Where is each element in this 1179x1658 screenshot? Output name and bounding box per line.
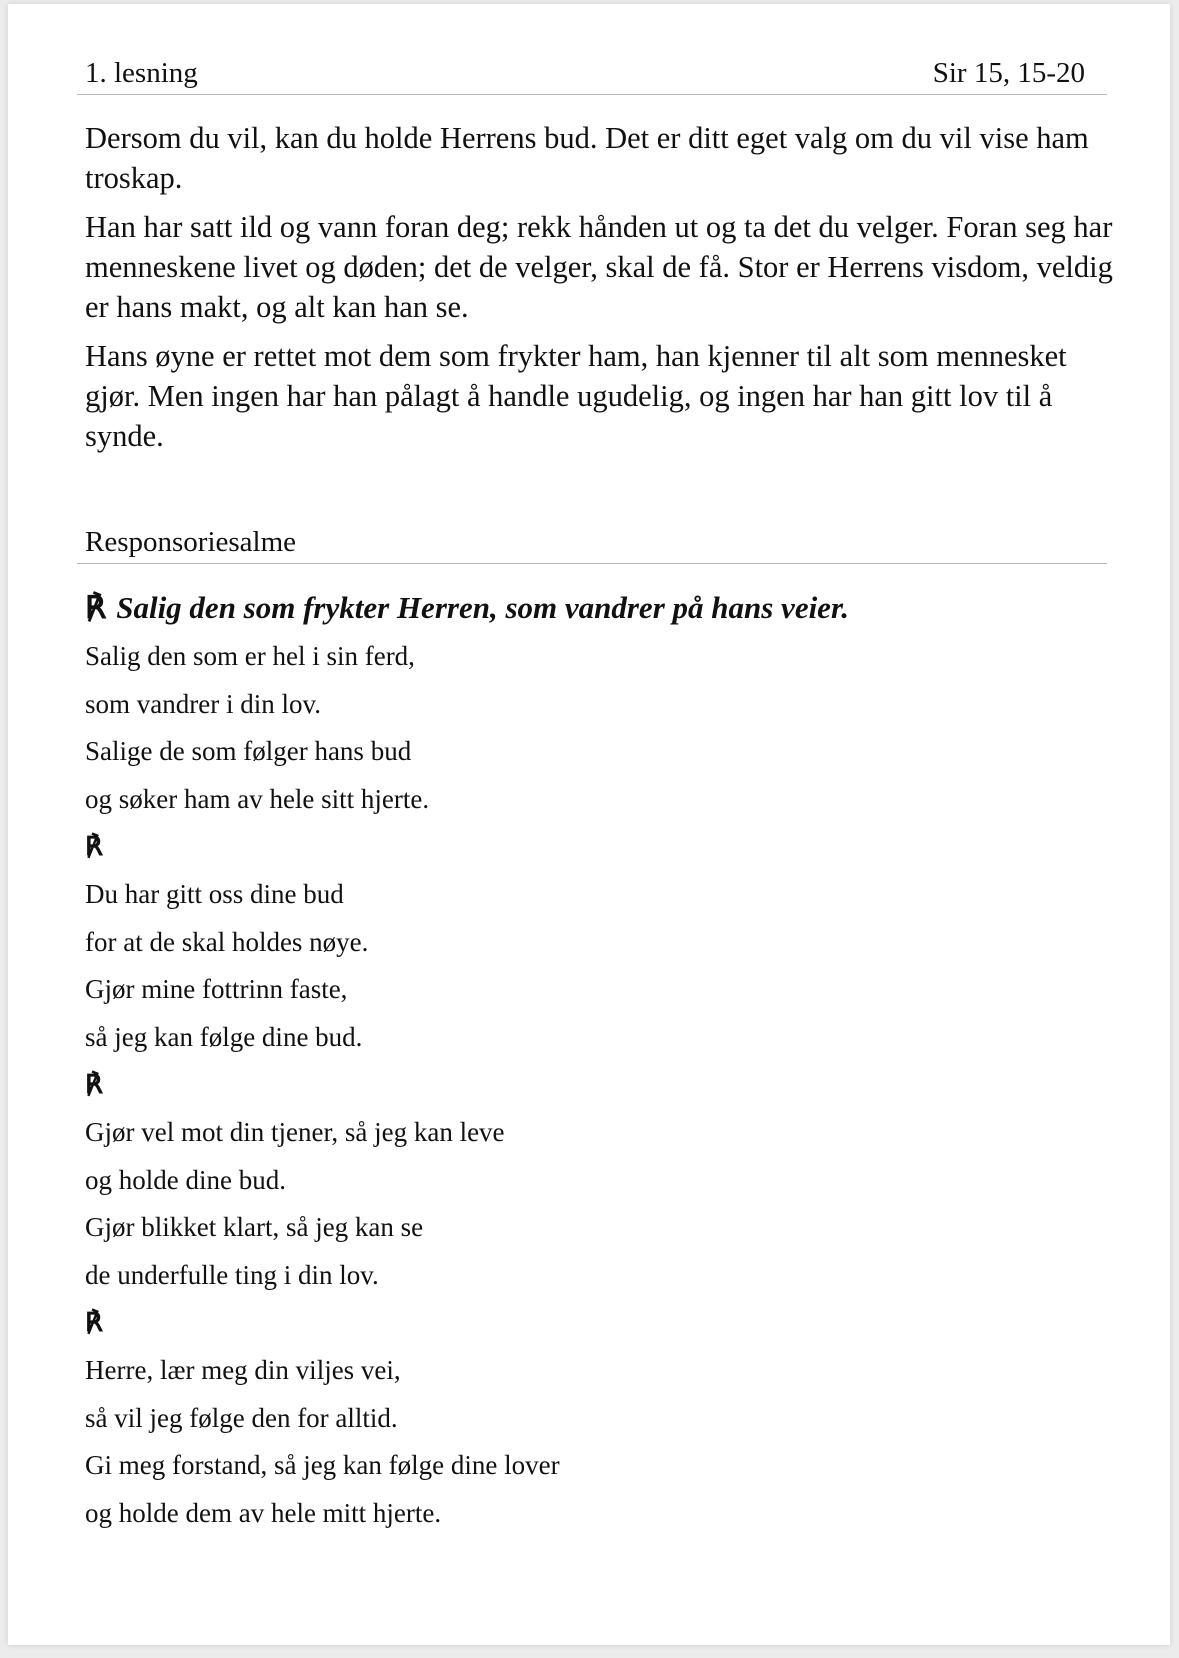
verse-line: de underfulle ting i din lov. bbox=[85, 1259, 379, 1290]
verse-line: Du har gitt oss dine bud bbox=[85, 878, 344, 909]
verse-line: Gjør mine fottrinn faste, bbox=[85, 974, 348, 1005]
psalm-label: Responsoriesalme bbox=[85, 526, 297, 558]
verse-line: som vandrer i din lov. bbox=[85, 688, 321, 719]
verse-line: Herre, lær meg din viljes vei, bbox=[85, 1354, 401, 1385]
psalm-stanza bbox=[85, 633, 1115, 823]
document-page bbox=[8, 4, 1170, 1645]
reading-header bbox=[77, 56, 1107, 95]
reading-paragraph: Dersom du vil, kan du holde Herrens bud. Det er ditt eget valg om du vil vise ham troskap. bbox=[85, 121, 1089, 195]
verse-line: og søker ham av hele sitt hjerte. bbox=[85, 783, 430, 814]
reading-text bbox=[85, 118, 1115, 465]
response-marker bbox=[85, 823, 1115, 871]
response-marker bbox=[85, 1061, 1115, 1109]
psalm-stanza bbox=[85, 1109, 1115, 1299]
refrain-text: Salig den som frykter Herren, som vandrer på hans veier. bbox=[116, 590, 850, 625]
verse-line: og holde dine bud. bbox=[85, 1164, 286, 1195]
verse-line: Salige de som følger hans bud bbox=[85, 736, 412, 767]
reading-paragraph: Hans øyne er rettet mot dem som frykter ham, han kjenner til alt som mennesket gjør. Men ingen har han pålagt å handle ugudelig, og ingen har han gitt lov til å synde. bbox=[85, 339, 1067, 453]
response-icon: ℟ bbox=[85, 832, 103, 863]
psalm-stanza bbox=[85, 871, 1115, 1061]
response-icon: ℟ bbox=[85, 1070, 103, 1101]
reading-paragraph: Han har satt ild og vann foran deg; rekk hånden ut og ta det du velger. Foran seg har menneskene livet og døden; det de velger, skal de få. Stor er Herrens visdom, veldig er hans makt, og alt kan han se. bbox=[85, 210, 1113, 324]
response-icon: ℟ bbox=[85, 590, 107, 626]
verse-line: Gjør vel mot din tjener, så jeg kan leve bbox=[85, 1116, 505, 1147]
reading-reference: Sir 15, 15-20 bbox=[932, 57, 1085, 89]
psalm-stanza bbox=[85, 1347, 1115, 1537]
verse-line: for at de skal holdes nøye. bbox=[85, 926, 369, 957]
response-icon: ℟ bbox=[85, 1308, 103, 1339]
verse-line: Salig den som er hel i sin ferd, bbox=[85, 641, 415, 671]
psalm-text bbox=[85, 586, 1115, 1537]
psalm-refrain bbox=[85, 586, 1115, 630]
verse-line: så jeg kan følge dine bud. bbox=[85, 1021, 363, 1052]
verse-line: så vil jeg følge den for alltid. bbox=[85, 1402, 398, 1433]
reading-label: 1. lesning bbox=[85, 57, 198, 89]
verse-line: og holde dem av hele mitt hjerte. bbox=[85, 1497, 442, 1528]
psalm-header bbox=[77, 525, 1107, 564]
verse-line: Gi meg forstand, så jeg kan følge dine lover bbox=[85, 1450, 560, 1481]
verse-line: Gjør blikket klart, så jeg kan se bbox=[85, 1212, 424, 1243]
response-marker bbox=[85, 1299, 1115, 1347]
